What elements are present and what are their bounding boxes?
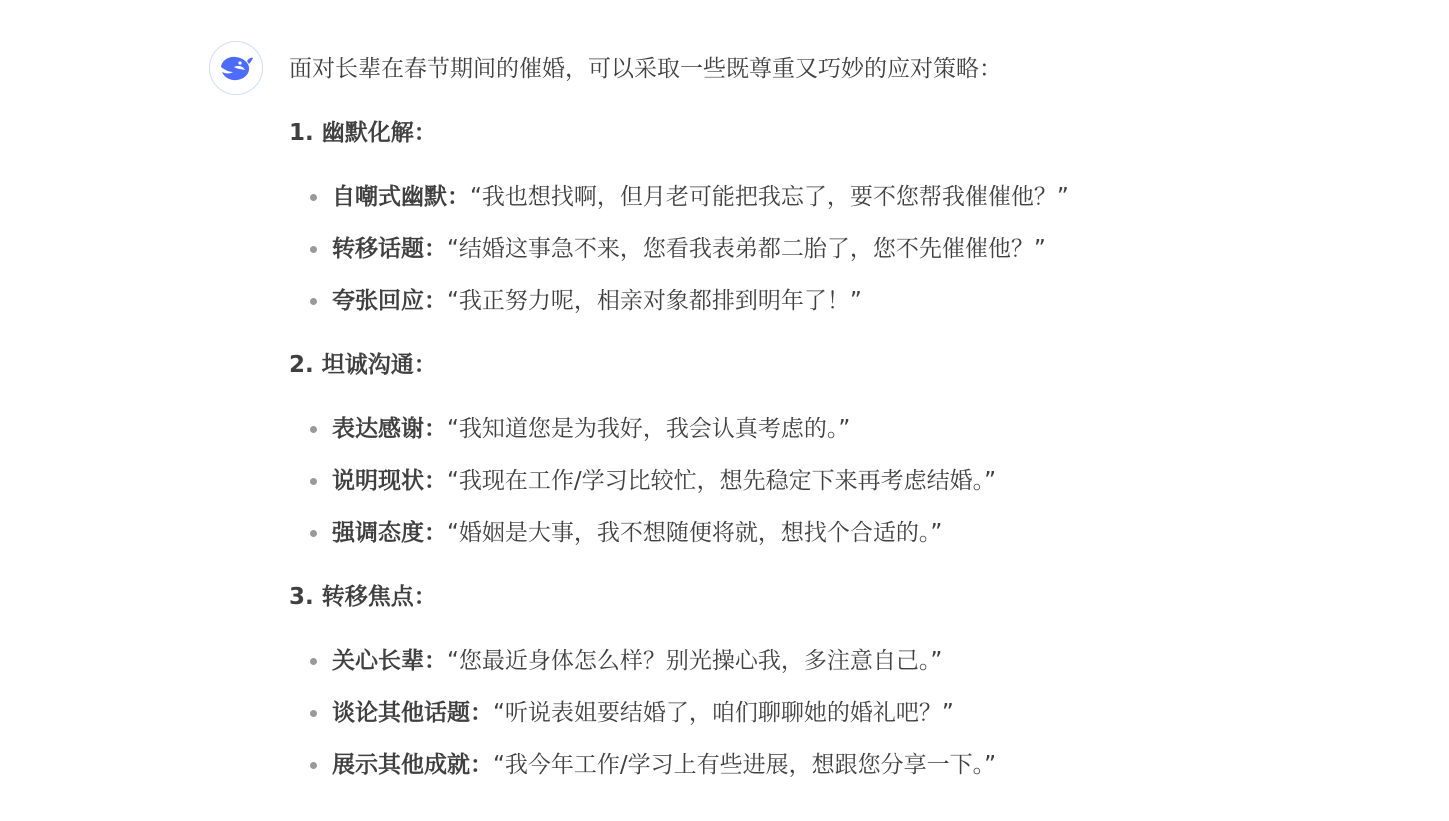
item-label: 夸张回应： — [332, 288, 447, 314]
item-text: “听说表姐要结婚了，咱们聊聊她的婚礼吧？” — [493, 700, 954, 726]
list-item — [289, 232, 1389, 266]
bullet-icon — [310, 710, 317, 717]
deepseek-whale-icon — [218, 53, 254, 83]
item-label: 自嘲式幽默： — [332, 184, 470, 210]
item-label: 说明现状： — [332, 468, 447, 494]
list-item — [289, 748, 1389, 782]
item-text: “婚姻是大事，我不想随便将就，想找个合适的。” — [447, 520, 943, 546]
strategy-list — [289, 412, 1389, 550]
list-item — [289, 180, 1389, 214]
item-text: “我今年工作/学习上有些进展，想跟您分享一下。” — [493, 752, 997, 778]
strategy-section-humor — [289, 116, 1389, 318]
bullet-icon — [310, 246, 317, 253]
item-text: “我正努力呢，相亲对象都排到明年了！” — [447, 288, 862, 314]
item-label: 展示其他成就： — [332, 752, 493, 778]
list-item — [289, 412, 1389, 446]
list-item — [289, 284, 1389, 318]
item-text: “您最近身体怎么样？别光操心我，多注意自己。” — [447, 648, 943, 674]
bullet-icon — [310, 762, 317, 769]
strategy-list — [289, 180, 1389, 318]
item-label: 表达感谢： — [332, 416, 447, 442]
item-label: 关心长辈： — [332, 648, 447, 674]
strategy-section-shift-focus — [289, 580, 1389, 782]
list-item — [289, 696, 1389, 730]
bullet-icon — [310, 658, 317, 665]
section-heading: 1. 幽默化解： — [289, 120, 437, 146]
section-heading: 3. 转移焦点： — [289, 584, 437, 610]
item-label: 强调态度： — [332, 520, 447, 546]
section-heading: 2. 坦诚沟通： — [289, 352, 437, 378]
item-text: “结婚这事急不来，您看我表弟都二胎了，您不先催催他？” — [447, 236, 1046, 262]
message-intro: 面对长辈在春节期间的催婚，可以采取一些既尊重又巧妙的应对策略： — [289, 56, 1002, 82]
item-text: “我现在工作/学习比较忙，想先稳定下来再考虑结婚。” — [447, 468, 997, 494]
item-text: “我知道您是为我好，我会认真考虑的。” — [447, 416, 851, 442]
bullet-icon — [310, 530, 317, 537]
bullet-icon — [310, 478, 317, 485]
list-item — [289, 644, 1389, 678]
list-item — [289, 464, 1389, 498]
bullet-icon — [310, 194, 317, 201]
assistant-avatar — [209, 41, 263, 95]
item-label: 谈论其他话题： — [332, 700, 493, 726]
strategy-list — [289, 644, 1389, 782]
bullet-icon — [310, 298, 317, 305]
strategy-section-communication — [289, 348, 1389, 550]
item-text: “我也想找啊，但月老可能把我忘了，要不您帮我催催他？” — [470, 184, 1069, 210]
item-label: 转移话题： — [332, 236, 447, 262]
list-item — [289, 516, 1389, 550]
bullet-icon — [310, 426, 317, 433]
assistant-message — [289, 50, 1389, 812]
